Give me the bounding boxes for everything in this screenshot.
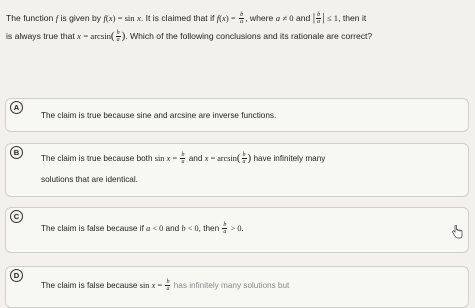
option-b-text-line-2: solutions that are identical. <box>41 175 138 184</box>
option-c-badge: C <box>10 210 23 223</box>
option-b-badge: B <box>10 146 23 159</box>
option-d[interactable] <box>5 266 469 308</box>
question-line-2: is always true that x = arcsin( $\frac{b}{a}$ ). Which of the following conclusions and its rationale are correct? <box>6 30 373 44</box>
question-text <box>6 8 468 45</box>
hand-cursor-icon <box>451 225 463 239</box>
option-c-text: The claim is false because if a < 0 and b < 0, then $\frac{b}{a}$ > 0. <box>41 222 244 236</box>
question-line-1: The function f is given by f(x) = sin x. It is claimed that if f(x) = $\frac{b}{a}$ , where a ≠ 0 and | $\frac{b}{a}$ | ≤ 1, then it <box>6 10 367 26</box>
option-a-text: The claim is true because sine and arcsine are inverse functions. <box>41 111 277 120</box>
option-a-badge: A <box>10 101 23 114</box>
option-b-text: The claim is true because both sin x = $\frac{b}{a}$ and x = arcsin( $\frac{b}{a}$ ) have infinitely many <box>41 152 326 166</box>
option-d-text: The claim is false because sin x = $\frac{b}{a}$ has infinitely many solutions but <box>41 279 290 293</box>
option-b[interactable] <box>5 143 469 197</box>
option-a[interactable] <box>5 98 469 132</box>
option-d-badge: D <box>10 269 23 282</box>
option-c[interactable] <box>5 207 469 253</box>
